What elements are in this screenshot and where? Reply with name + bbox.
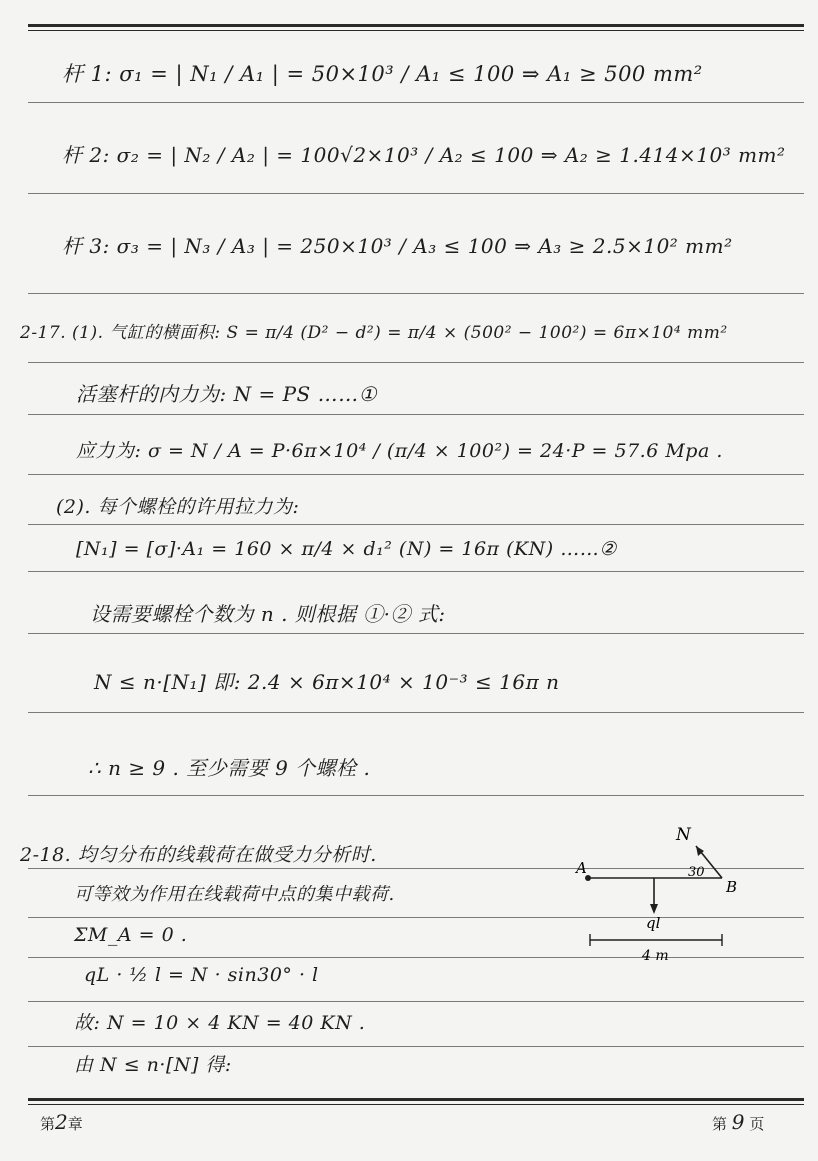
label-B: B	[726, 878, 738, 896]
line-217-force: 活塞杆的内力为: N = PS ……①	[76, 382, 378, 406]
label-angle: 30	[688, 865, 705, 880]
ruled-line	[28, 1046, 804, 1047]
ruled-line	[28, 633, 804, 634]
ruled-line	[28, 524, 804, 525]
line-218-equivalent: 可等效为作用在线载荷中点的集中载荷.	[74, 884, 395, 905]
chapter-number: 2	[55, 1110, 68, 1134]
chapter-label	[40, 1110, 83, 1134]
load-arrowhead	[650, 904, 658, 914]
ruled-line	[28, 102, 804, 103]
line-218-result: 故: N = 10 × 4 KN = 40 KN .	[74, 1012, 366, 1034]
beam-free-body-diagram	[572, 822, 742, 972]
line-218-intro: 2-18. 均匀分布的线载荷在做受力分析时.	[20, 844, 377, 866]
page-label	[712, 1110, 764, 1134]
top-rule-thick	[28, 24, 804, 27]
ruled-line	[28, 795, 804, 796]
bottom-rule-thin	[28, 1104, 804, 1105]
line-217-bolt-force: [N₁] = [σ]·A₁ = 160 × π/4 × d₁² (N) = 16π (KN) ……②	[76, 538, 617, 560]
ruled-line	[28, 712, 804, 713]
chapter-suffix: 章	[67, 1115, 83, 1133]
line-217-inequality: N ≤ n·[N₁] 即: 2.4 × 6π×10⁴ × 10⁻³ ≤ 16π n	[94, 670, 560, 694]
page-suffix: 页	[749, 1115, 765, 1133]
ruled-line	[28, 1001, 804, 1002]
ruled-line	[28, 362, 804, 363]
line-rod1: 杆 1: σ₁ = | N₁ / A₁ | = 50×10³ / A₁ ≤ 100 ⇒ A₁ ≥ 500 mm²	[62, 62, 703, 86]
line-217-stress: 应力为: σ = N / A = P·6π×10⁴ / (π/4 × 100²) = 24·P = 57.6 Mpa .	[76, 440, 723, 462]
page-number: 9	[731, 1110, 745, 1134]
line-217-area: 2-17. (1). 气缸的横面积: S = π/4 (D² − d²) = π/4 × (500² − 100²) = 6π×10⁴ mm²	[20, 323, 728, 343]
label-length: 4 m	[642, 948, 669, 964]
ruled-line	[28, 571, 804, 572]
line-217-bolt-allow: (2). 每个螺栓的许用拉力为:	[56, 496, 300, 518]
ruled-line	[28, 193, 804, 194]
page-prefix: 第	[712, 1115, 728, 1133]
line-rod2: 杆 2: σ₂ = | N₂ / A₂ | = 100√2×10³ / A₂ ≤ 100 ⇒ A₂ ≥ 1.414×10³ mm²	[62, 143, 786, 167]
line-217-conclusion: ∴ n ≥ 9 . 至少需要 9 个螺栓 .	[88, 756, 371, 780]
label-A: A	[576, 859, 587, 877]
ruled-line	[28, 293, 804, 294]
label-load: ql	[646, 914, 661, 932]
line-218-moment: ΣM_A = 0 .	[74, 924, 188, 946]
line-rod3: 杆 3: σ₃ = | N₃ / A₃ | = 250×10³ / A₃ ≤ 100 ⇒ A₃ ≥ 2.5×10² mm²	[62, 234, 733, 258]
top-rule-thin	[28, 30, 804, 31]
label-N: N	[676, 825, 691, 845]
line-217-count: 设需要螺栓个数为 n . 则根据 ①·② 式:	[90, 602, 446, 626]
line-218-equation: qL · ½ l = N · sin30° · l	[84, 964, 319, 986]
ruled-line	[28, 414, 804, 415]
chapter-prefix: 第	[40, 1115, 56, 1133]
ruled-line	[28, 474, 804, 475]
line-218-condition: 由 N ≤ n·[N] 得:	[74, 1054, 232, 1076]
bottom-rule-thick	[28, 1098, 804, 1101]
